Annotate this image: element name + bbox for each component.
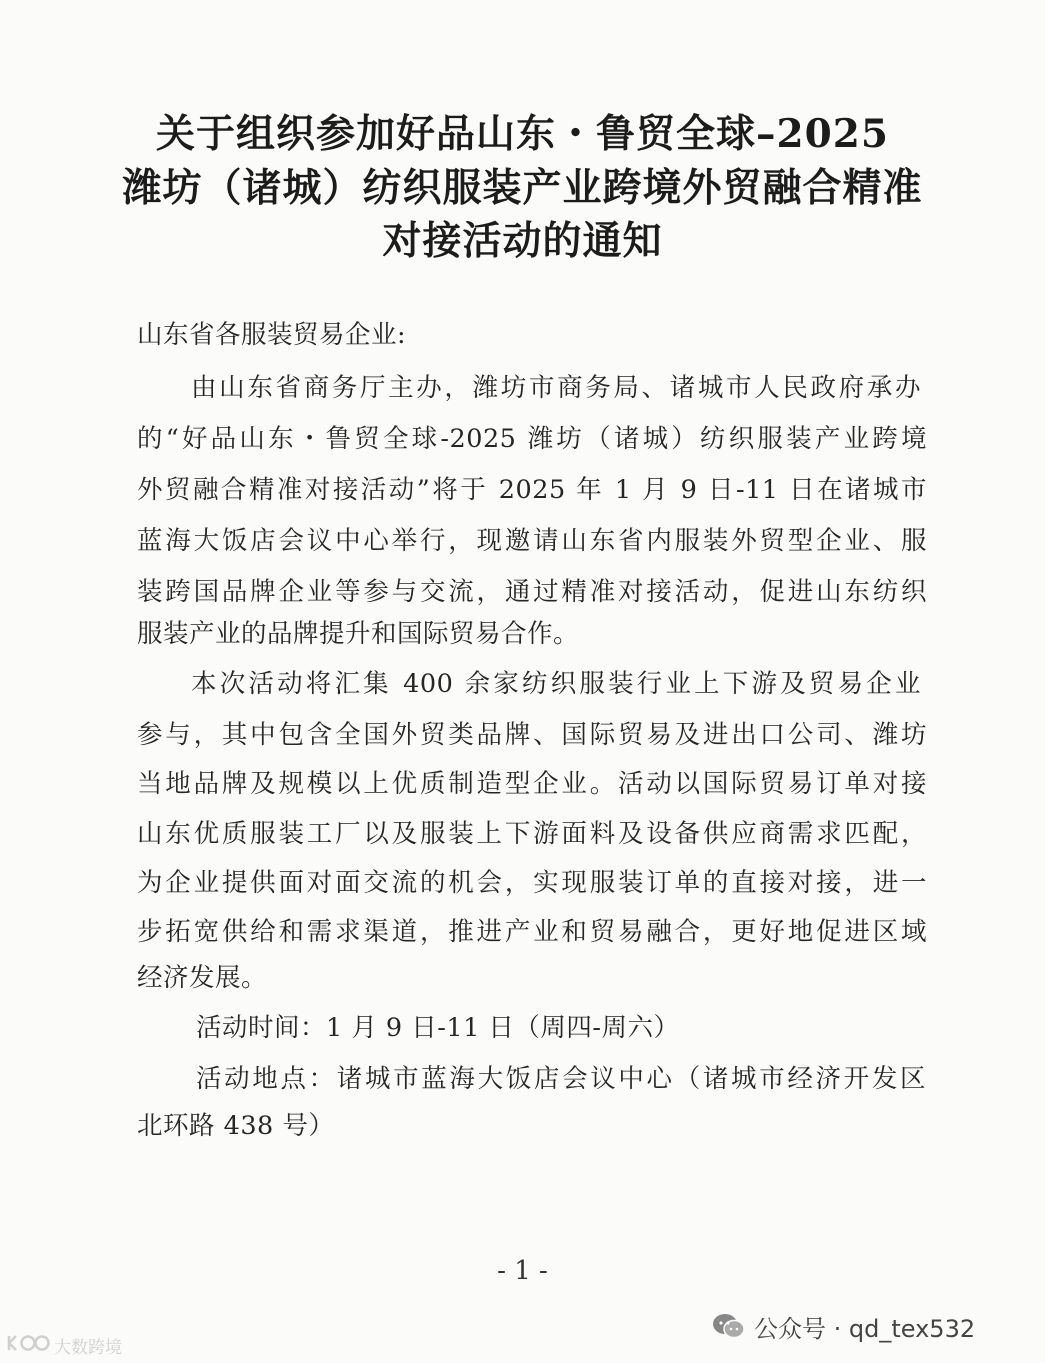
paragraph-2-line: 山东优质服装工厂以及服装上下游面料及设备供应商需求匹配，	[137, 819, 927, 849]
paragraph-1-line: 蓝海大饭店会议中心举行，现邀请山东省内服装外贸型企业、服	[137, 526, 927, 556]
paragraph-2-line: 参与，其中包含全国外贸类品牌、国际贸易及进出口公司、潍坊	[137, 720, 927, 750]
event-location: 活动地点：诸城市蓝海大饭店会议中心（诸城市经济开发区	[196, 1064, 926, 1094]
paragraph-2-line: 步拓宽供给和需求渠道，推进产业和贸易融合，更好地促进区域	[137, 917, 927, 947]
watermark-wechat	[712, 1306, 975, 1346]
paragraph-2-line: 当地品牌及规模以上优质制造型企业。活动以国际贸易订单对接	[137, 769, 927, 799]
paragraph-1-line: 服装产业的品牌提升和国际贸易合作。	[137, 619, 580, 649]
paragraph-2-line: 为企业提供面对面交流的机会，实现服装订单的直接对接，进一	[137, 868, 927, 898]
salutation: 山东省各服装贸易企业:	[137, 320, 407, 350]
watermark-wechat-text: 公众号 · qd_tex532	[754, 1314, 976, 1343]
watermark-logo-icon	[6, 1332, 50, 1359]
paragraph-1-line: 装跨国品牌企业等参与交流，通过精准对接活动，促进山东纺织	[137, 577, 927, 607]
paragraph-2-line: 经济发展。	[137, 963, 268, 993]
event-location-cont: 北环路 438 号）	[137, 1111, 335, 1141]
watermark-corner	[6, 1332, 122, 1358]
title-line-1: 关于组织参加好品山东・鲁贸全球–2025	[155, 111, 890, 157]
title-line-2: 潍坊（诸城）纺织服装产业跨境外贸融合精准	[122, 165, 923, 211]
watermark-corner-text: 大数跨境	[54, 1337, 122, 1358]
paragraph-1-line: 外贸融合精准对接活动”将于 2025 年 1 月 9 日-11 日在诸城市	[137, 475, 927, 505]
page-number: - 1 -	[497, 1256, 548, 1286]
paragraph-2-line: 本次活动将汇集 400 余家纺织服装行业上下游及贸易企业	[191, 669, 921, 699]
event-time: 活动时间：1 月 9 日-11 日（周四-周六）	[196, 1013, 680, 1043]
paragraph-1-line: 由山东省商务厅主办，潍坊市商务局、诸城市人民政府承办	[191, 373, 921, 403]
wechat-bubble-icon	[712, 1312, 746, 1340]
paragraph-1-line: 的“好品山东・鲁贸全球-2025 潍坊（诸城）纺织服装产业跨境	[137, 424, 927, 454]
title-line-3: 对接活动的通知	[382, 218, 663, 264]
